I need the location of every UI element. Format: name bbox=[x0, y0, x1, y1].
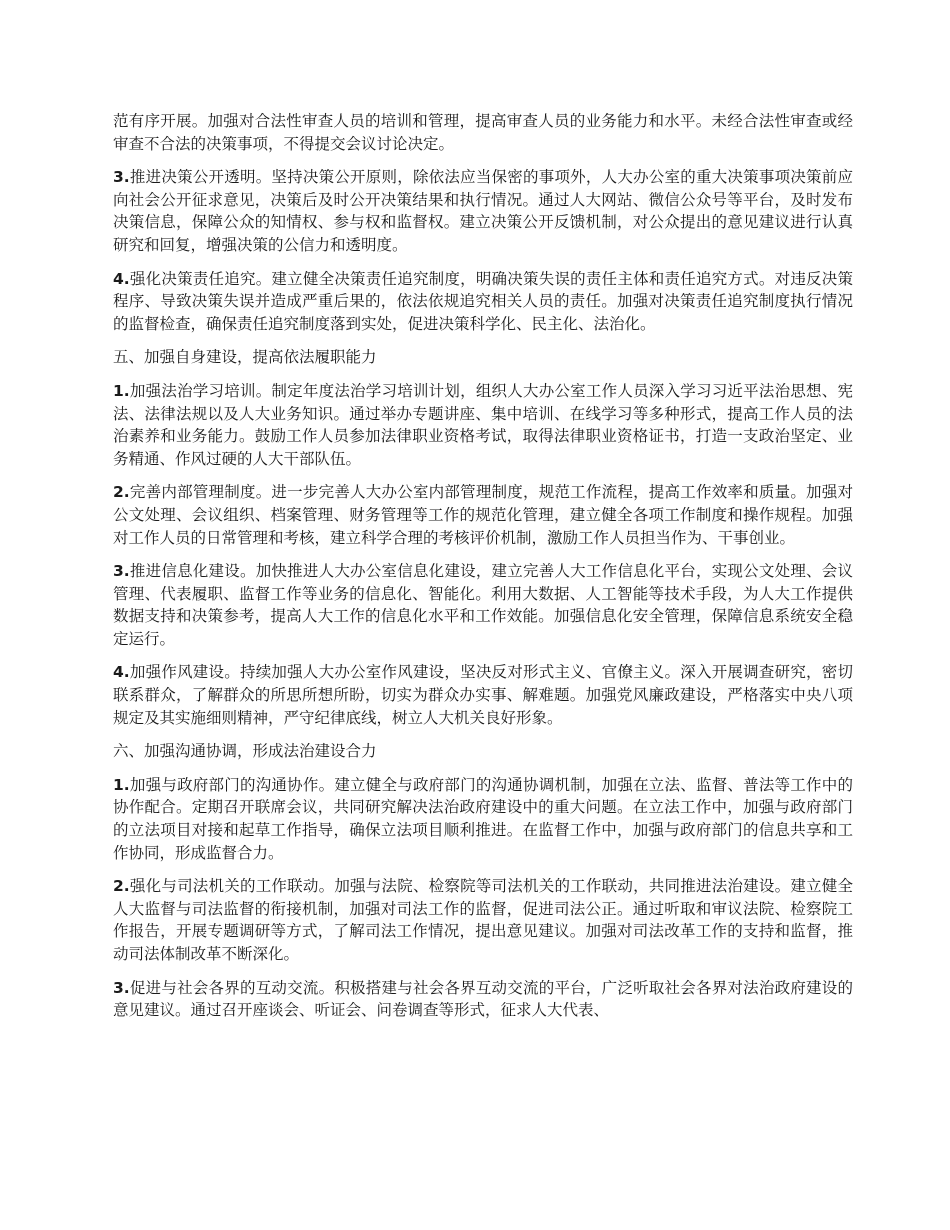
paragraph-text: 加强法治学习培训。制定年度法治学习培训计划，组织人大办公室工作人员深入学习习近平法治思想、宪法、法律法规以及人大业务知识。通过举办专题讲座、集中培训、在线学习等多种形式，提高工作人员的法治素养和业务能力。鼓励工作人员参加法律职业资格考试，取得法律职业资格证书，打造一支政治坚定、业务精通、作风过硬的人大干部队伍。 bbox=[113, 381, 853, 468]
item-number: 1. bbox=[113, 775, 130, 794]
item-number: 2. bbox=[113, 877, 130, 896]
item-number: 3. bbox=[113, 562, 130, 581]
section-heading: 六、加强沟通协调，形成法治建设合力 bbox=[113, 742, 377, 761]
paragraph-item bbox=[113, 166, 853, 256]
paragraph-item bbox=[113, 481, 853, 549]
item-number: 3. bbox=[113, 978, 130, 997]
paragraph-text: 促进与社会各界的互动交流。积极搭建与社会各界互动交流的平台，广泛听取社会各界对法治政府建设的意见建议。通过召开座谈会、听证会、问卷调查等形式，征求人大代表、 bbox=[113, 978, 853, 1020]
item-number: 4. bbox=[113, 663, 130, 682]
paragraph-continuation bbox=[113, 110, 853, 155]
paragraph-item bbox=[113, 661, 853, 729]
paragraph-text: 完善内部管理制度。进一步完善人大办公室内部管理制度，规范工作流程，提高工作效率和质量。加强对公文处理、会议组织、档案管理、财务管理等工作的规范化管理，建立健全各项工作制度和操作规程。加强对工作人员的日常管理和考核，建立科学合理的考核评价机制，激励工作人员担当作为、干事创业。 bbox=[113, 483, 853, 547]
paragraph-item bbox=[113, 875, 853, 965]
item-number: 2. bbox=[113, 483, 130, 502]
paragraph-text: 强化决策责任追究。建立健全决策责任追究制度，明确决策失误的责任主体和责任追究方式。对违反决策程序、导致决策失误并造成严重后果的，依法依规追究相关人员的责任。加强对决策责任追究制度执行情况的监督检查，确保责任追究制度落到实处，促进决策科学化、民主化、法治化。 bbox=[113, 269, 853, 333]
paragraph-item bbox=[113, 560, 853, 650]
paragraph-text: 推进信息化建设。加快推进人大办公室信息化建设，建立完善人大工作信息化平台，实现公文处理、会议管理、代表履职、监督工作等业务的信息化、智能化。利用大数据、人工智能等技术手段，为人大工作提供数据支持和决策参考，提高人大工作的信息化水平和工作效能。加强信息化安全管理，保障信息系统安全稳定运行。 bbox=[113, 562, 853, 648]
paragraph-text: 加强作风建设。持续加强人大办公室作风建设，坚决反对形式主义、官僚主义。深入开展调查研究，密切联系群众，了解群众的所思所想所盼，切实为群众办实事、解难题。加强党风廉政建设，严格落实中央八项规定及其实施细则精神，严守纪律底线，树立人大机关良好形象。 bbox=[113, 663, 853, 727]
paragraph-text: 范有序开展。加强对合法性审查人员的培训和管理，提高审查人员的业务能力和水平。未经合法性审查或经审查不合法的决策事项，不得提交会议讨论决定。 bbox=[113, 112, 853, 153]
item-number: 3. bbox=[113, 168, 130, 187]
paragraph-item bbox=[113, 774, 853, 864]
document-page bbox=[113, 110, 853, 1033]
section-heading: 五、加强自身建设，提高依法履职能力 bbox=[113, 348, 377, 367]
paragraph-text: 强化与司法机关的工作联动。加强与法院、检察院等司法机关的工作联动，共同推进法治建设。建立健全人大监督与司法监督的衔接机制，加强对司法工作的监督，促进司法公正。通过听取和审议法院、检察院工作报告，开展专题调研等方式，了解司法工作情况，提出意见建议。加强对司法改革工作的支持和监督，推动司法体制改革不断深化。 bbox=[113, 877, 853, 963]
paragraph-text: 加强与政府部门的沟通协作。建立健全与政府部门的沟通协调机制，加强在立法、监督、普法等工作中的协作配合。定期召开联席会议，共同研究解决法治政府建设中的重大问题。在立法工作中，加强与政府部门的立法项目对接和起草工作指导，确保立法项目顺利推进。在监督工作中，加强与政府部门的信息共享和工作协同，形成监督合力。 bbox=[113, 775, 853, 862]
paragraph-item bbox=[113, 268, 853, 336]
item-number: 1. bbox=[113, 381, 130, 400]
paragraph-item bbox=[113, 977, 853, 1022]
paragraph-item bbox=[113, 380, 853, 470]
paragraph-text: 推进决策公开透明。坚持决策公开原则，除依法应当保密的事项外，人大办公室的重大决策事项决策前应向社会公开征求意见，决策后及时公开决策结果和执行情况。通过人大网站、微信公众号等平台，及时发布决策信息，保障公众的知情权、参与权和监督权。建立决策公开反馈机制，对公众提出的意见建议进行认真研究和回复，增强决策的公信力和透明度。 bbox=[113, 168, 853, 254]
item-number: 4. bbox=[113, 269, 130, 288]
